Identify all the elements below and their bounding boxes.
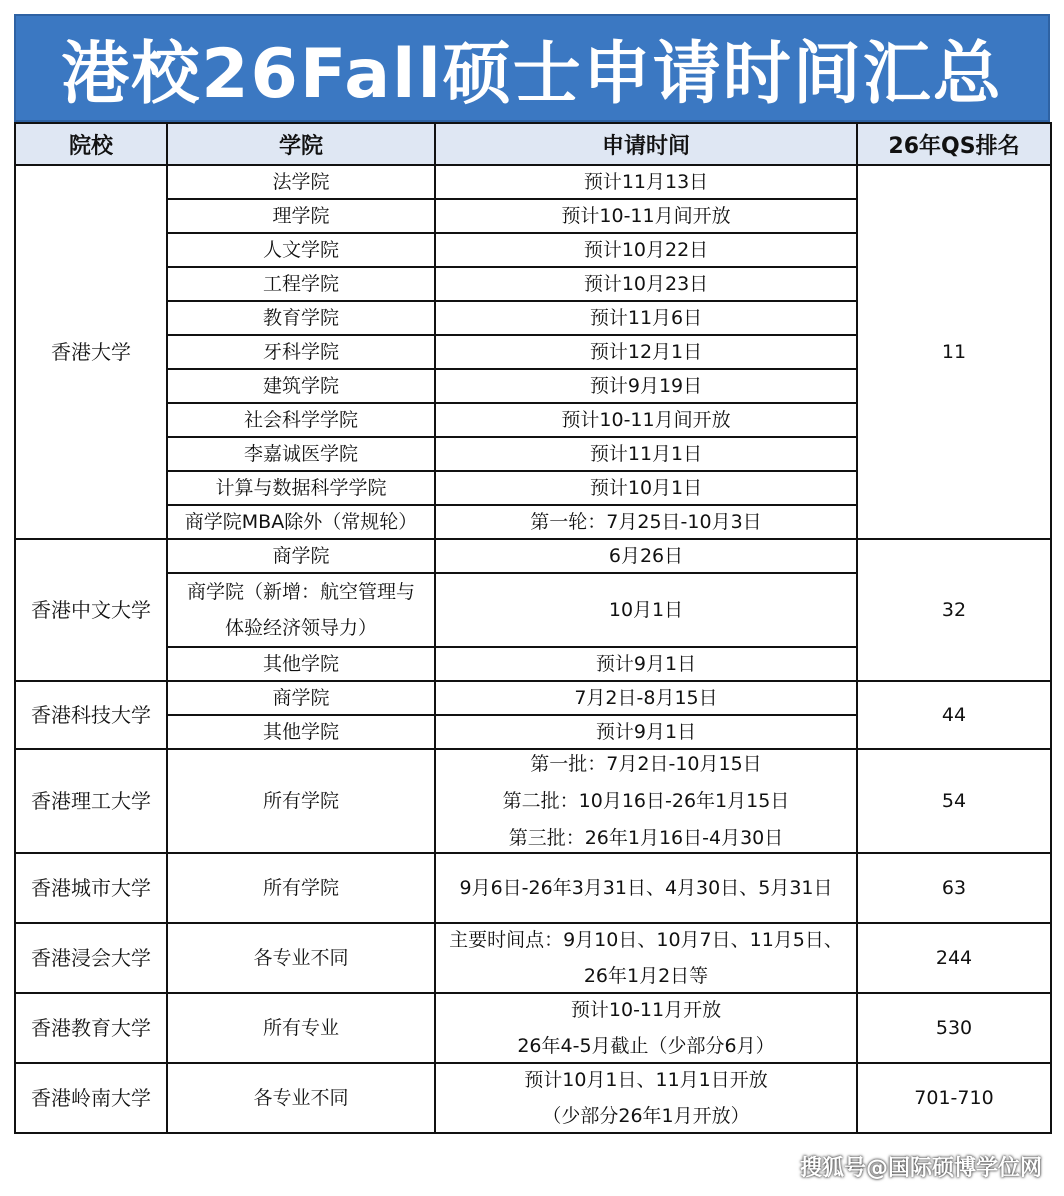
time-cell: 预计11月13日 [435,165,857,199]
table-row [15,749,1051,853]
qs-rank: 32 [857,539,1051,681]
faculty-cell: 工程学院 [167,267,435,301]
time-line: 第三批：26年1月16日-4月30日 [508,827,784,849]
time-cell: 第一轮：7月25日-10月3日 [435,505,857,539]
university-name: 香港教育大学 [15,993,167,1063]
table-row [15,923,1051,993]
faculty-cell: 计算与数据科学学院 [167,471,435,505]
time-cell [435,749,857,853]
qs-rank: 54 [857,749,1051,853]
faculty-cell: 社会科学学院 [167,403,435,437]
time-cell: 预计10-11月间开放 [435,199,857,233]
time-cell: 7月2日-8月15日 [435,681,857,715]
time-line: 主要时间点：9月10日、10月7日、11月5日、 [449,929,843,951]
faculty-cell: 理学院 [167,199,435,233]
table-frame [14,14,1050,1180]
faculty-cell: 所有学院 [167,853,435,923]
time-line: 26年4-5月截止（少部分6月） [517,1035,775,1057]
time-cell: 6月26日 [435,539,857,573]
time-cell [435,923,857,993]
faculty-cell: 商学院 [167,539,435,573]
time-cell: 预计9月1日 [435,647,857,681]
faculty-cell: 牙科学院 [167,335,435,369]
university-name: 香港城市大学 [15,853,167,923]
time-cell: 预计11月6日 [435,301,857,335]
university-name: 香港科技大学 [15,681,167,749]
university-name: 香港中文大学 [15,539,167,681]
faculty-cell: 各专业不同 [167,1063,435,1133]
faculty-line: 体验经济领导力） [224,617,377,639]
qs-rank: 244 [857,923,1051,993]
university-name: 香港大学 [15,165,167,539]
header-time: 申请时间 [435,123,857,165]
qs-rank: 701-710 [857,1063,1051,1133]
time-cell: 预计10月22日 [435,233,857,267]
time-cell: 预计9月19日 [435,369,857,403]
faculty-cell: 李嘉诚医学院 [167,437,435,471]
time-cell: 预计9月1日 [435,715,857,749]
header-row [15,123,1051,165]
time-cell [435,993,857,1063]
table-row [15,539,1051,573]
time-cell: 预计11月1日 [435,437,857,471]
table-row [15,165,1051,199]
header-qs: 26年QS排名 [857,123,1051,165]
faculty-cell: 教育学院 [167,301,435,335]
table-row [15,853,1051,923]
admission-table [14,122,1052,1134]
time-cell: 预计10月1日 [435,471,857,505]
time-cell: 预计10月23日 [435,267,857,301]
faculty-cell: 人文学院 [167,233,435,267]
faculty-cell: 商学院 [167,681,435,715]
faculty-cell [167,573,435,647]
time-line: （少部分26年1月开放） [542,1105,750,1127]
faculty-cell: 商学院MBA除外（常规轮） [167,505,435,539]
header-school: 院校 [15,123,167,165]
time-line: 26年1月2日等 [583,965,709,987]
faculty-cell: 所有学院 [167,749,435,853]
table-row [15,993,1051,1063]
qs-rank: 63 [857,853,1051,923]
time-cell: 9月6日-26年3月31日、4月30日、5月31日 [435,853,857,923]
faculty-cell: 其他学院 [167,647,435,681]
time-cell [435,1063,857,1133]
faculty-cell: 各专业不同 [167,923,435,993]
time-line: 预计10-11月开放 [570,999,722,1021]
header-faculty: 学院 [167,123,435,165]
university-name: 香港浸会大学 [15,923,167,993]
page-title: 港校26Fall硕士申请时间汇总 [14,14,1050,122]
university-name: 香港理工大学 [15,749,167,853]
faculty-cell: 其他学院 [167,715,435,749]
time-line: 第二批：10月16日-26年1月15日 [502,790,790,812]
qs-rank: 44 [857,681,1051,749]
table-row [15,1063,1051,1133]
faculty-cell: 建筑学院 [167,369,435,403]
table-row [15,681,1051,715]
time-cell: 预计10-11月间开放 [435,403,857,437]
time-cell: 预计12月1日 [435,335,857,369]
time-line: 第一批：7月2日-10月15日 [530,753,762,775]
qs-rank: 530 [857,993,1051,1063]
watermark: 搜狐号@国际硕博学位网 [799,1156,1042,1181]
time-line: 预计10月1日、11月1日开放 [524,1069,768,1091]
qs-rank: 11 [857,165,1051,539]
faculty-cell: 所有专业 [167,993,435,1063]
faculty-cell: 法学院 [167,165,435,199]
time-cell: 10月1日 [435,573,857,647]
faculty-line: 商学院（新增：航空管理与 [186,581,415,603]
university-name: 香港岭南大学 [15,1063,167,1133]
